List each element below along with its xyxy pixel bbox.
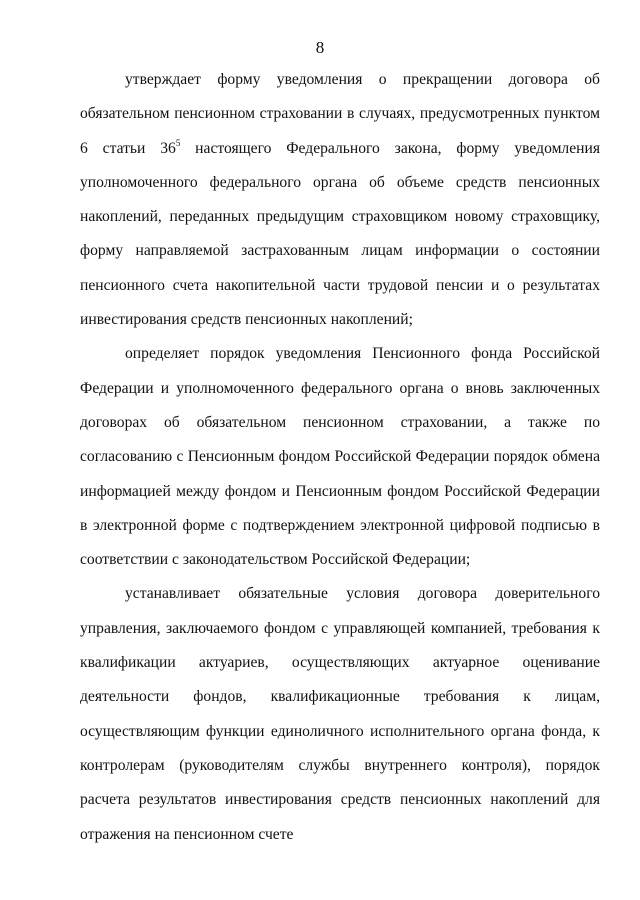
paragraph-notification-procedure: определяет порядок уведомления Пенсионного фонда Российской Федерации и уполномоченного федерального органа о вновь заключенных договорах об обязательном пенсионном страховании, а также по согласованию с Пенсионным фондом Российской Федерации порядок обмена информацией между фондом и Пенсионным фондом Российской Федерации в электронной форме с подтверждением электронной цифровой подписью в соответствии с законодательством Российской Федерации; — [80, 345, 600, 569]
paragraph-1-text-end: настоящего Федерального закона, форму уведомления уполномоченного федерального органа об объеме средств пенсионных накоплений, переданных предыдущим страховщиком новому страховщику, форму направляемой застрахованным лицам информации о состоянии пенсионного счета накопительной части трудовой пенсии и о результатах инвестирования средств пенсионных накоплений; — [80, 139, 600, 329]
paragraph-notification-forms — [80, 63, 600, 337]
paragraph-1-text-start: утверждает форму уведомления о прекращении договора об обязательном пенсионном страховании в случаях, предусмотренных пунктом 6 статьи 36 — [80, 71, 600, 157]
page-number: 8 — [315, 38, 325, 57]
paragraph-mandatory-conditions: устанавливает обязательные условия договора доверительного управления, заключаемого фондом с управляющей компанией, требования к квалификации актуариев, осуществляющих актуарное оценивание деятельности фондов, квалификационные требования к лицам, осуществляющим функции единоличного исполнительного органа фонда, к контролерам (руководителям службы внутреннего контроля), порядок расчета результатов инвестирования средств пенсионных накоплений для отражения на пенсионном счете — [80, 585, 600, 843]
document-body — [80, 63, 600, 852]
article-superscript: 5 — [175, 137, 181, 148]
